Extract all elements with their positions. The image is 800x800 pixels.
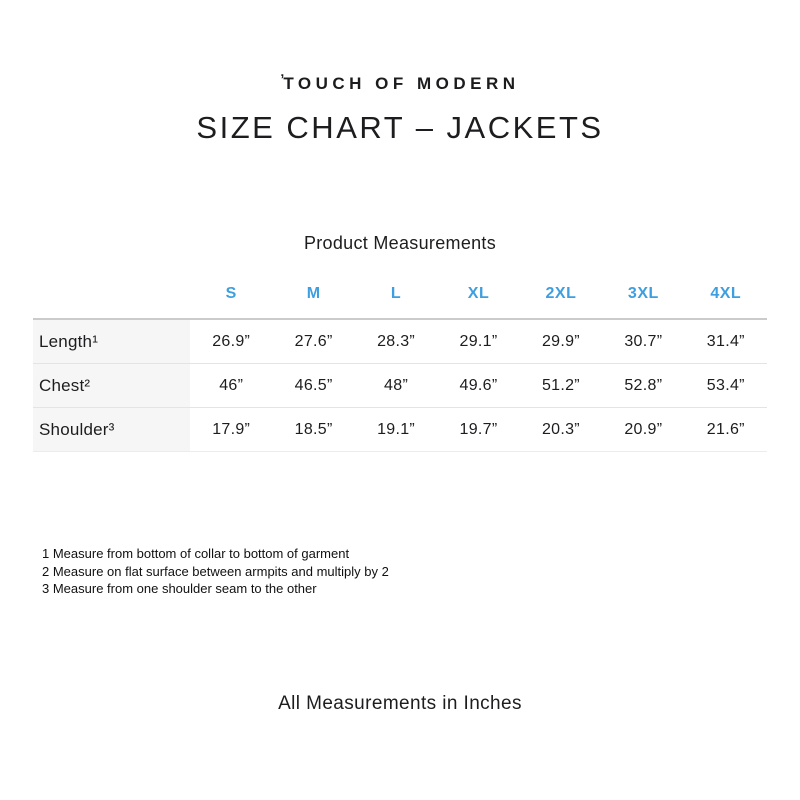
footer-note: All Measurements in Inches bbox=[278, 693, 522, 714]
table-row-chest bbox=[33, 364, 767, 408]
brand-logo-mark: ʼ bbox=[280, 71, 285, 87]
length-xl: 29.1” bbox=[459, 332, 498, 350]
shoulder-xl: 19.7” bbox=[459, 420, 498, 438]
chest-4xl: 53.4” bbox=[706, 376, 745, 394]
length-l: 28.3” bbox=[377, 332, 416, 350]
column-header-m: M bbox=[306, 285, 321, 302]
footnote-2: 2 Measure on flat surface between armpits and multiply by 2 bbox=[42, 563, 389, 579]
chest-m: 46.5” bbox=[294, 376, 333, 394]
shoulder-l: 19.1” bbox=[377, 420, 416, 438]
length-3xl: 30.7” bbox=[624, 332, 663, 350]
column-header-s: S bbox=[225, 285, 237, 302]
size-table-body bbox=[33, 318, 767, 452]
chest-xl: 49.6” bbox=[459, 376, 498, 394]
chest-l: 48” bbox=[384, 376, 409, 394]
brand-logo bbox=[0, 71, 800, 94]
brand-logo-text: TOUCH OF MODERN bbox=[283, 74, 520, 93]
page-title: SIZE CHART – JACKETS bbox=[196, 110, 604, 145]
table-title: Product Measurements bbox=[303, 233, 497, 253]
shoulder-3xl: 20.9” bbox=[624, 420, 663, 438]
size-table bbox=[33, 270, 767, 452]
column-header-3xl: 3XL bbox=[627, 285, 659, 302]
length-s: 26.9” bbox=[212, 332, 251, 350]
chest-3xl: 52.8” bbox=[624, 376, 663, 394]
length-2xl: 29.9” bbox=[541, 332, 580, 350]
table-row-shoulder bbox=[33, 408, 767, 452]
footnote-1: 1 Measure from bottom of collar to bottom of garment bbox=[42, 546, 350, 561]
column-header-l: L bbox=[390, 285, 402, 302]
table-row-length bbox=[33, 320, 767, 364]
footnotes bbox=[42, 545, 389, 598]
size-header-row bbox=[33, 270, 767, 318]
shoulder-m: 18.5” bbox=[294, 420, 333, 438]
length-m: 27.6” bbox=[294, 332, 333, 350]
chest-s: 46” bbox=[219, 376, 244, 394]
shoulder-4xl: 21.6” bbox=[706, 420, 745, 438]
row-label-shoulder: Shoulder³ bbox=[33, 408, 190, 451]
row-label-length: Length¹ bbox=[33, 320, 190, 363]
length-4xl: 31.4” bbox=[706, 332, 745, 350]
shoulder-2xl: 20.3” bbox=[541, 420, 580, 438]
shoulder-s: 17.9” bbox=[212, 420, 251, 438]
header-spacer bbox=[33, 270, 190, 318]
column-header-4xl: 4XL bbox=[710, 285, 742, 302]
footnote-3: 3 Measure from one shoulder seam to the other bbox=[42, 581, 317, 596]
row-label-chest: Chest² bbox=[33, 364, 190, 407]
column-header-2xl: 2XL bbox=[545, 285, 577, 302]
chest-2xl: 51.2” bbox=[541, 376, 580, 394]
column-header-xl: XL bbox=[467, 285, 490, 302]
